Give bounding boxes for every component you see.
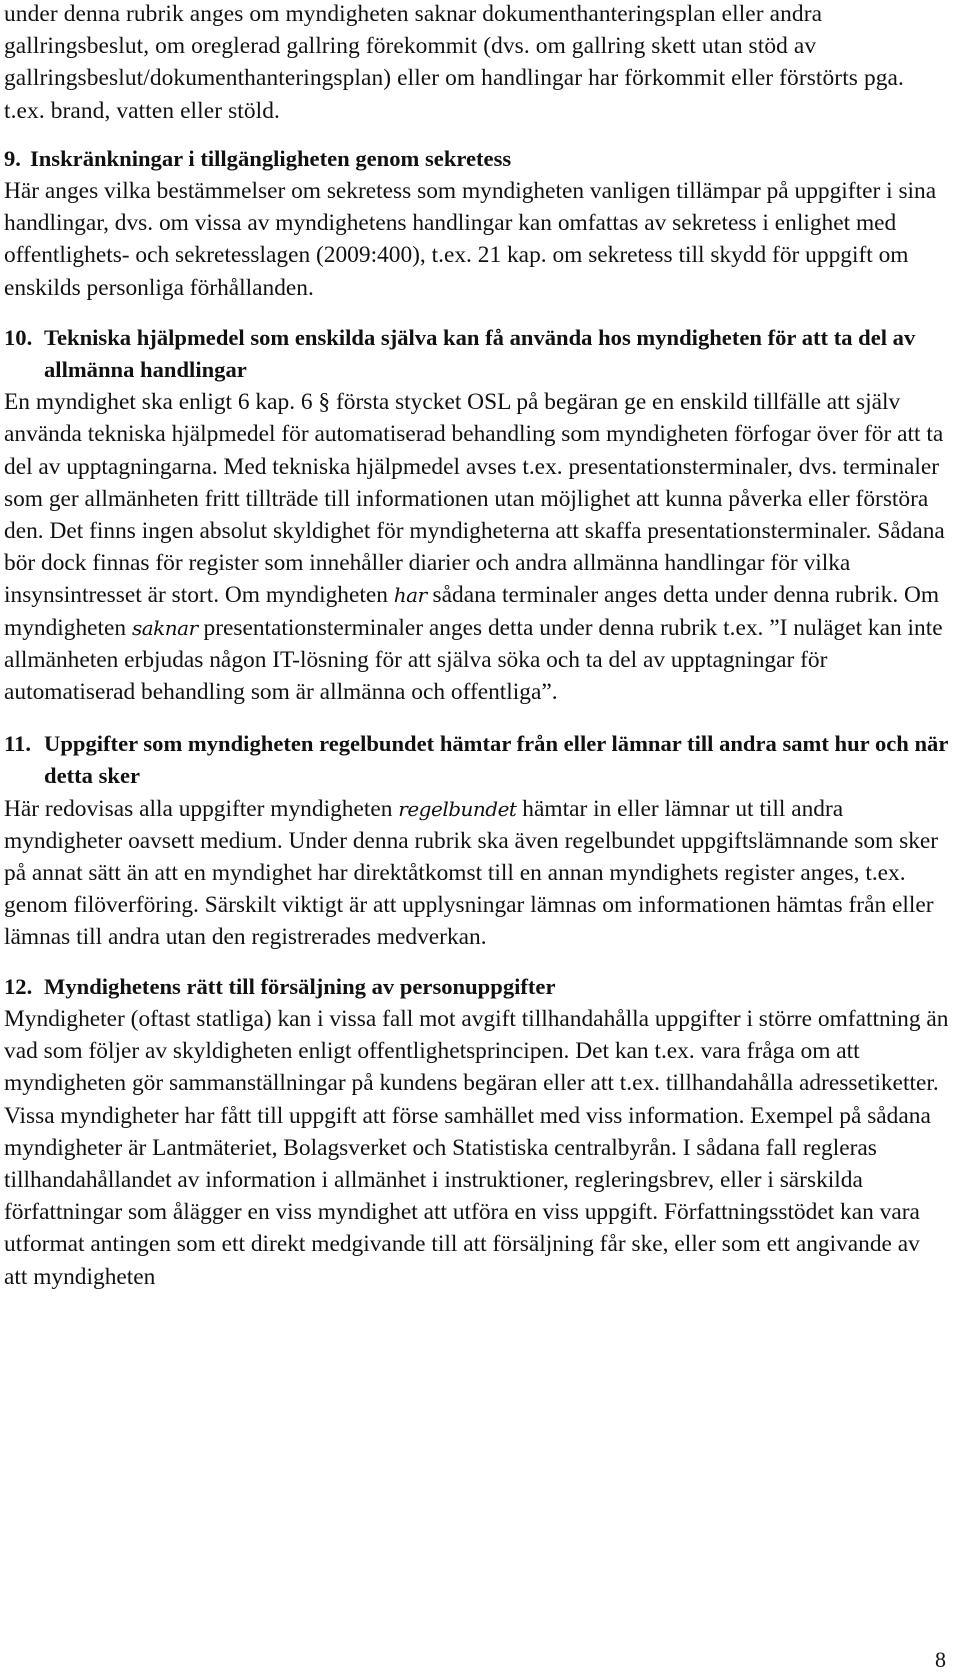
section-11-body [4, 793, 949, 954]
body-text: sådana terminaler anges detta under denna rubrik. Om myndigheten [4, 582, 940, 641]
section-number: 12. [4, 973, 33, 999]
section-10-heading [4, 322, 949, 386]
section-9-body: Här anges vilka bestämmelser om sekretess som myndigheten vanligen tillämpar på uppgifter i sina handlingar, dvs. om vissa av myndighetens handlingar kan omfattas av sekretess i enlighet med offentlighets- och sekretesslagen (2009:400), t.ex. 21 kap. om sekretess till skydd för uppgift om enskilds personliga förhållanden. [4, 178, 937, 301]
section-11-heading [4, 728, 949, 792]
section-9 [4, 143, 949, 304]
section-10 [4, 322, 949, 708]
body-text: En myndighet ska enligt 6 kap. 6 § första stycket OSL på begäran ge en enskild tillfälle att själv använda tekniska hjälpmedel för automatiserad behandling som myndigheten förfogar över för att ta del av upptagningarna. Med tekniska hjälpmedel avses t.ex. presentationsterminaler, dvs. terminaler som ger allmänheten fritt tillträde till informationen utan möjlighet att kunna påverka eller förstöra den. Det finns ingen absolut skyldighet för myndigheterna att skaffa presentationsterminaler. Sådana bör dock finnas för register som innehåller diarier och andra allmänna handlingar för vilka insynsintresset är stort. Om myndigheten [4, 389, 945, 609]
intro-paragraph: under denna rubrik anges om myndigheten saknar dokumenthanteringsplan eller andra gallringsbeslut, om oreglerad gallring förekommit (dvs. om gallring skett utan stöd av gallringsbeslut/dokumenthanteringsplan) eller om handlingar har förkommit eller förstörts pga. t.ex. brand, vatten eller stöld. [4, 1, 904, 124]
emphasis-text: regelbundet [398, 796, 517, 821]
section-title: Inskränkningar i tillgängligheten genom sekretess [29, 145, 512, 171]
section-title: Myndighetens rätt till försäljning av personuppgifter [44, 973, 556, 999]
section-12 [4, 971, 949, 1293]
emphasis-text: har [393, 583, 427, 608]
section-10-body [4, 386, 949, 708]
section-12-heading [4, 971, 949, 1003]
document-page [4, 0, 949, 1293]
section-12-body: Myndigheter (oftast statliga) kan i vissa fall mot avgift tillhandahålla uppgifter i större omfattning än vad som följer av skyldigheten enligt offentlighetsprincipen. Det kan t.ex. vara fråga om att myndigheten gör sammanställningar på kundens begäran eller att t.ex. tillhandahålla adressetiketter. Vissa myndigheter har fått till uppgift att förse samhället med viss information. Exempel på sådana myndigheter är Lantmäteriet, Bolagsverket och Statistiska centralbyrån. I sådana fall regleras tillhandahållandet av information i allmänhet i instruktioner, regleringsbrev, eller i särskilda författningar som ålägger en viss myndighet att utföra en viss uppgift. Författningsstödet kan vara utformat antingen som ett direkt medgivande till att försäljning får ske, eller som ett angivande av att myndigheten [4, 1005, 949, 1290]
section-title: Tekniska hjälpmedel som enskilda själva kan få använda hos myndigheten för att ta del av allmänna handlingar [44, 324, 916, 383]
section-9-heading [4, 143, 949, 175]
section-number: 9. [4, 145, 21, 171]
body-text: hämtar in eller lämnar ut till andra myndigheter oavsett medium. Under denna rubrik ska även regelbundet uppgiftslämnande som sker på annat sätt än att en myndighet har direktåtkomst till en annan myndighets register anges, t.ex. genom filöverföring. Särskilt viktigt är att upplysningar lämnas om informationen hämtas från eller lämnas till andra utan den registrerades medverkan. [4, 795, 939, 951]
body-text: Här redovisas alla uppgifter myndigheten [4, 795, 399, 822]
section-11 [4, 728, 949, 953]
body-text: presentationsterminaler anges detta under denna rubrik t.ex. ”I nuläget kan inte allmänheten erbjudas någon IT-lösning för att själva söka och ta del av upptagningar för automatiserad behandling som är allmänna och offentliga”. [4, 614, 943, 706]
section-number: 11. [4, 731, 31, 757]
section-title: Uppgifter som myndigheten regelbundet hämtar från eller lämnar till andra samt hur och när detta sker [44, 731, 948, 789]
page-number: 8 [935, 1647, 946, 1672]
emphasis-text: saknar [131, 615, 198, 640]
section-number: 10. [4, 324, 33, 350]
